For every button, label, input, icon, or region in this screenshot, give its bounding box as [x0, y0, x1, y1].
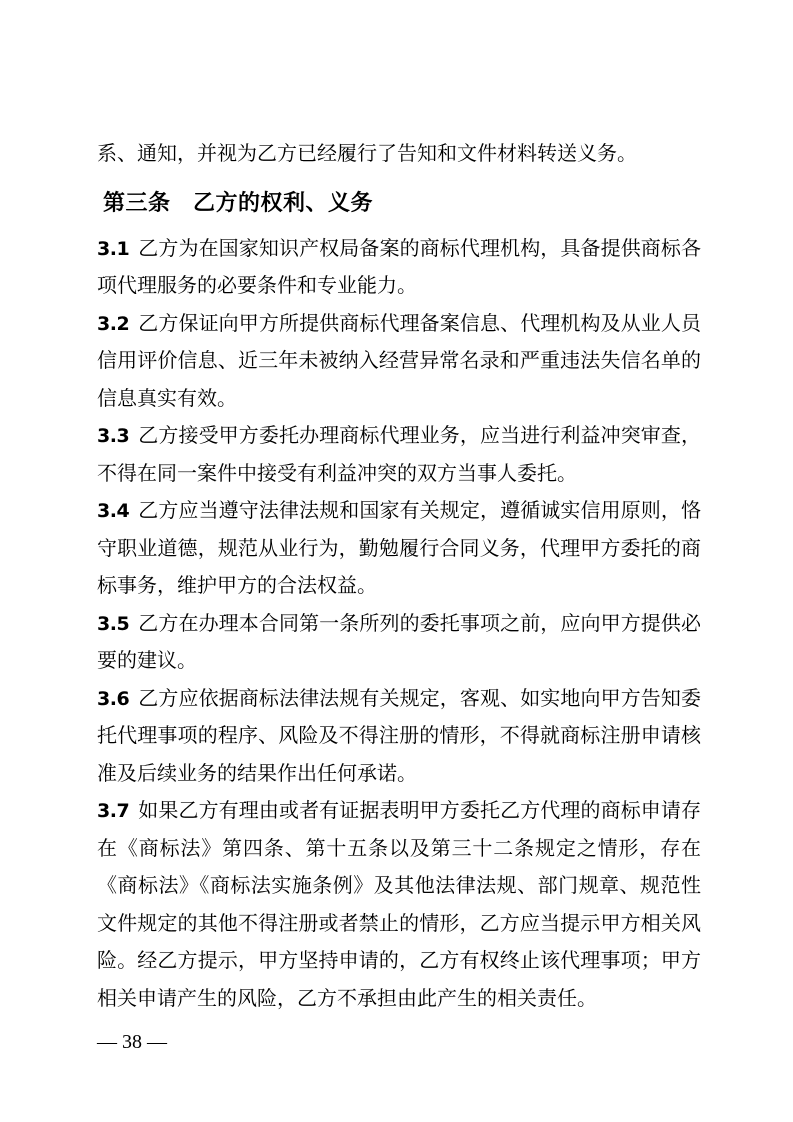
clause-number: 3.1: [97, 237, 130, 260]
clause-text: 如果乙方有理由或者有证据表明甲方委托乙方代理的商标申请存在《商标法》第四条、第十五条以及第三十二条规定之情形，存在《商标法》《商标法实施条例》及其他法律法规、部门规章、规范性文件规定的其他不得注册或者禁止的情形，乙方应当提示甲方相关风险。经乙方提示，甲方坚持申请的，乙方有权终止该代理事项；甲方相关申请产生的风险，乙方不承担由此产生的相关责任。: [97, 800, 701, 1010]
page-number: — 38 —: [97, 1031, 167, 1053]
clause-number: 3.4: [97, 500, 130, 522]
clause-3-2: [97, 306, 701, 419]
clause-text: 乙方保证向甲方所提供商标代理备案信息、代理机构及从业人员信用评价信息、近三年未被纳入经营异常名录和严重违法失信名单的信息真实有效。: [97, 312, 701, 410]
clause-text: 乙方接受甲方委托办理商标代理业务，应当进行利益冲突审查，不得在同一案件中接受有利益冲突的双方当事人委托。: [97, 425, 701, 485]
clause-number: 3.7: [97, 800, 130, 822]
clause-text: 乙方为在国家知识产权局备案的商标代理机构，具备提供商标各项代理服务的必要条件和专业能力。: [97, 237, 701, 297]
clause-text: 乙方应依据商标法律法规有关规定，客观、如实地向甲方告知委托代理事项的程序、风险及不得注册的情形，不得就商标注册申请核准及后续业务的结果作出任何承诺。: [97, 687, 701, 785]
clause-3-3: [97, 418, 701, 493]
continuation-paragraph: 系、通知，并视为乙方已经履行了告知和文件材料转送义务。: [97, 143, 637, 165]
clause-3-7: [97, 793, 701, 1018]
clause-3-5: [97, 606, 701, 681]
clause-3-6: [97, 681, 701, 794]
clause-text: 乙方应当遵守法律法规和国家有关规定，遵循诚实信用原则，恪守职业道德，规范从业行为，勤勉履行合同义务，代理甲方委托的商标事务，维护甲方的合法权益。: [97, 500, 701, 597]
clause-number: 3.5: [97, 612, 130, 635]
section-heading: 第三条 乙方的权利、义务: [103, 189, 374, 215]
clause-number: 3.6: [97, 687, 130, 710]
page-content: [97, 136, 701, 1018]
clause-3-4: [97, 493, 701, 606]
clause-3-1: [97, 231, 701, 306]
clause-number: 3.2: [97, 312, 130, 335]
clause-text: 乙方在办理本合同第一条所列的委托事项之前，应向甲方提供必要的建议。: [97, 612, 701, 672]
clause-number: 3.3: [97, 425, 130, 447]
